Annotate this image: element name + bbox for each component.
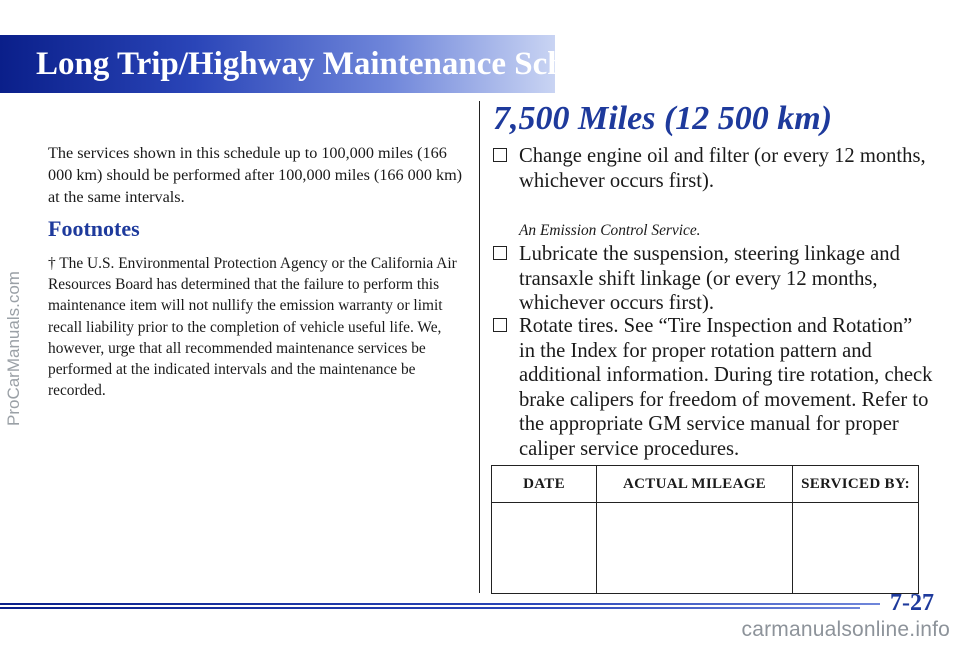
service-log-table [491, 465, 919, 594]
task-text: Rotate tires. See “Tire Inspection and Rotation” in the Index for proper rotation pattern and additional information. During tire rotation, check brake calipers for freedom of movement. Refer to the appropriate GM service manual for proper caliper service procedures. [519, 315, 933, 460]
task-checkbox[interactable] [493, 148, 507, 162]
mileage-interval-title: 7,500 Miles (12 500 km) [493, 100, 833, 137]
column-header-actual-mileage: ACTUAL MILEAGE [597, 466, 793, 503]
table-row [492, 503, 919, 594]
task-checkbox[interactable] [493, 246, 507, 260]
task-text: Change engine oil and filter (or every 12 months, whichever occurs first). [519, 145, 926, 192]
column-header-date: DATE [492, 466, 597, 503]
page-title: Long Trip/Highway Maintenance Schedule [36, 46, 641, 82]
emission-service-note: An Emission Control Service. [519, 222, 701, 239]
bottom-watermark: carmanualsonline.info [741, 618, 950, 641]
side-watermark-text: ProCarManuals.com [4, 271, 23, 426]
actual-mileage-cell[interactable] [597, 503, 793, 594]
task-item-oil [493, 144, 933, 193]
task-item-rotate-tires [493, 292, 933, 461]
column-divider [479, 101, 480, 593]
column-header-serviced-by: SERVICED BY: [793, 466, 919, 503]
task-checkbox[interactable] [493, 318, 507, 332]
serviced-by-cell[interactable] [793, 503, 919, 594]
date-cell[interactable] [492, 503, 597, 594]
intro-paragraph: The services shown in this schedule up to 100,000 miles (166 000 km) should be performed after 100,000 miles (166 000 km) at the same intervals. [48, 144, 463, 206]
footer-rule-line [0, 607, 860, 609]
table-header-row [492, 466, 919, 503]
footnote-item: † The U.S. Environmental Protection Agency or the California Air Resources Board has determined that the failure to perform this maintenance item will not nullify the emission warranty or limit recall liability prior to the completion of vehicle useful life. We, however, urge that all recommended maintenance services be performed at the indicated intervals and the maintenance be recorded. [48, 255, 457, 400]
footnotes-heading: Footnotes [48, 216, 140, 241]
task-text: Lubricate the suspension, steering linkage and transaxle shift linkage (or every 12 months, whichever occurs first). [519, 243, 900, 314]
footer-rule [0, 603, 960, 611]
footer-rule-line [0, 603, 880, 605]
page-number: 7-27 [890, 590, 934, 616]
